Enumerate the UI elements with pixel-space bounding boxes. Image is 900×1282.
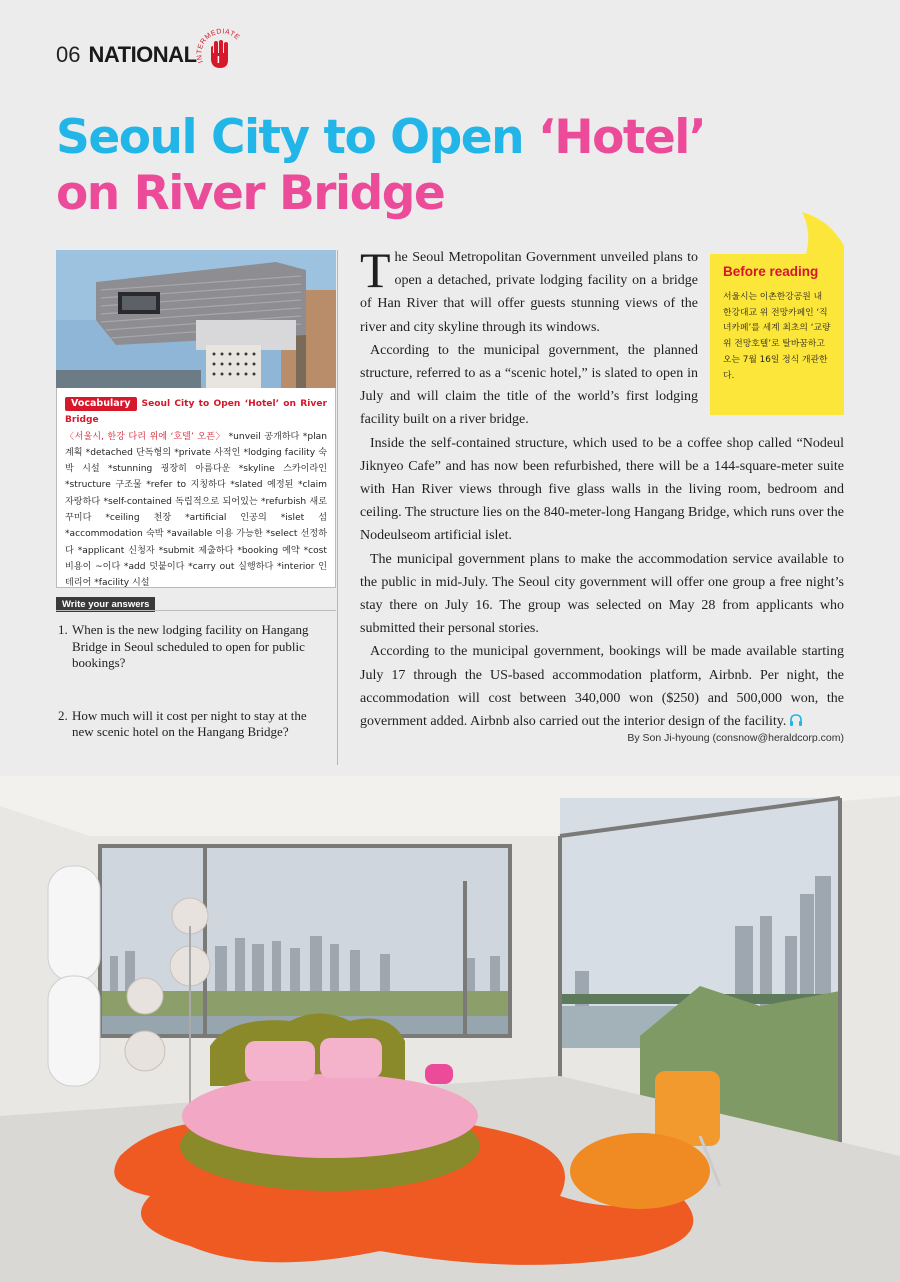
page-header — [56, 42, 197, 82]
article-body — [360, 242, 844, 733]
article-paragraph: According to the municipal government, the planned structure, referred to as a “scenic hotel,” is slated to open in July and will claim the title of the world’s first lodging facility built on a river bridge. — [360, 342, 698, 428]
before-reading-title: Before reading — [723, 264, 819, 279]
before-reading-text: 서울시는 이촌한강공원 내 한강대교 위 전망카페인 ‘직녀카페’를 세계 최초의 ‘교량 위 전망호텔’로 탈바꿈하고 오는 7월 16일 정식 개관한다. — [723, 292, 831, 381]
question-item — [58, 622, 328, 672]
vocabulary-korean-title: 〈서울시, 한강 다리 위에 ‘호텔’ 오픈〉 — [65, 431, 226, 442]
building-photo — [56, 250, 336, 390]
drop-cap: T — [360, 242, 391, 298]
article-narrow-section — [360, 242, 698, 432]
article-paragraph: Inside the self-contained structure, which used to be a coffee shop called “Nodeul Jiknyeo Cafe” and has now been refurbished, there will be a 144-square-meter suite with Han River views through five glass walls in the living room, bedroom and ceiling. The structure lies on the 840-meter-long Hangang Bridge, which runs over the Nodeulseom artificial islet. — [360, 435, 844, 544]
question-text: How much will it cost per night to stay at the new scenic hotel on the Hangang Bridge? — [72, 707, 307, 739]
section-title: NATIONAL — [88, 42, 197, 67]
vocabulary-tag: Vocabulary — [65, 397, 137, 411]
question-item — [58, 708, 328, 741]
answers-divider — [56, 610, 336, 611]
vocabulary-title: Seoul City to Open ‘Hotel’ on River Bridge — [65, 399, 327, 426]
svg-text:INTERMEDIATE: INTERMEDIATE — [196, 28, 241, 64]
vocabulary-entries: *unveil 공개하다 *plan 계획 *detached 단독형의 *private 사적인 *lodging facility 숙박 시설 *stunning 굉장히 아름다운 *skyline 스카이라인 *structure 구조물 *refer to 지칭하다 *slated 예정된 *claim 자랑하다 *self-contained 독립적으로 되어있는 *refurbish 새로 꾸미다 *ceiling 천장 *artificial 인공의 *islet 섬 *accommodation 숙박 *available 이용 가능한 *select 선정하다 *applicant 신청자 *submit 제출하다 *booking 예약 *cost 비용이 ~이다 *add 덧붙이다 *carry out 실행하다 *interior 인테리어 *facility 시설 — [65, 431, 327, 589]
article-paragraph: The Seoul Metropolitan Government unveiled plans to open a detached, private lodging facility on a bridge of Han River that will offer guests stunning views of the river and city skyline through its windows. — [360, 242, 698, 335]
byline: By Son Ji-hyoung (consnow@heraldcorp.com) — [627, 732, 844, 744]
question-text: When is the new lodging facility on Hangang Bridge in Seoul scheduled to open for public bookings? — [72, 622, 309, 670]
question-list — [58, 622, 328, 741]
column-divider — [337, 250, 338, 765]
answers-tag: Write your answers — [56, 597, 155, 612]
headline-part2: ‘Hotel’ — [537, 110, 706, 165]
headline-part1: Seoul City to Open — [56, 110, 538, 165]
question-number: 2. — [58, 707, 68, 723]
page-number: 06 — [56, 42, 81, 67]
svg-text:I: I — [217, 55, 220, 66]
article-paragraph: According to the municipal government, bookings will be made available starting July 17 through the US-based accommodation platform, Airbnb. Per night, the accommodation will cost between 340,000 won ($250) and 500,000 won, the government added. Airbnb also carried out the interior design of the facility. — [360, 644, 844, 730]
intermediate-badge-icon — [195, 26, 247, 78]
question-number: 1. — [58, 622, 68, 637]
article-paragraph: The municipal government plans to make the accommodation service available to the public in mid-July. The Seoul city government will offer one group a free night’s stay there on July 16. The group was selected on May 28 from applicants who submitted their personal stories. — [360, 551, 844, 637]
headphone-icon — [789, 714, 803, 726]
headline-part3: on River Bridge — [56, 166, 445, 221]
hotel-room-photo — [0, 776, 900, 1282]
vocabulary-box — [56, 388, 336, 588]
headline — [56, 110, 856, 222]
